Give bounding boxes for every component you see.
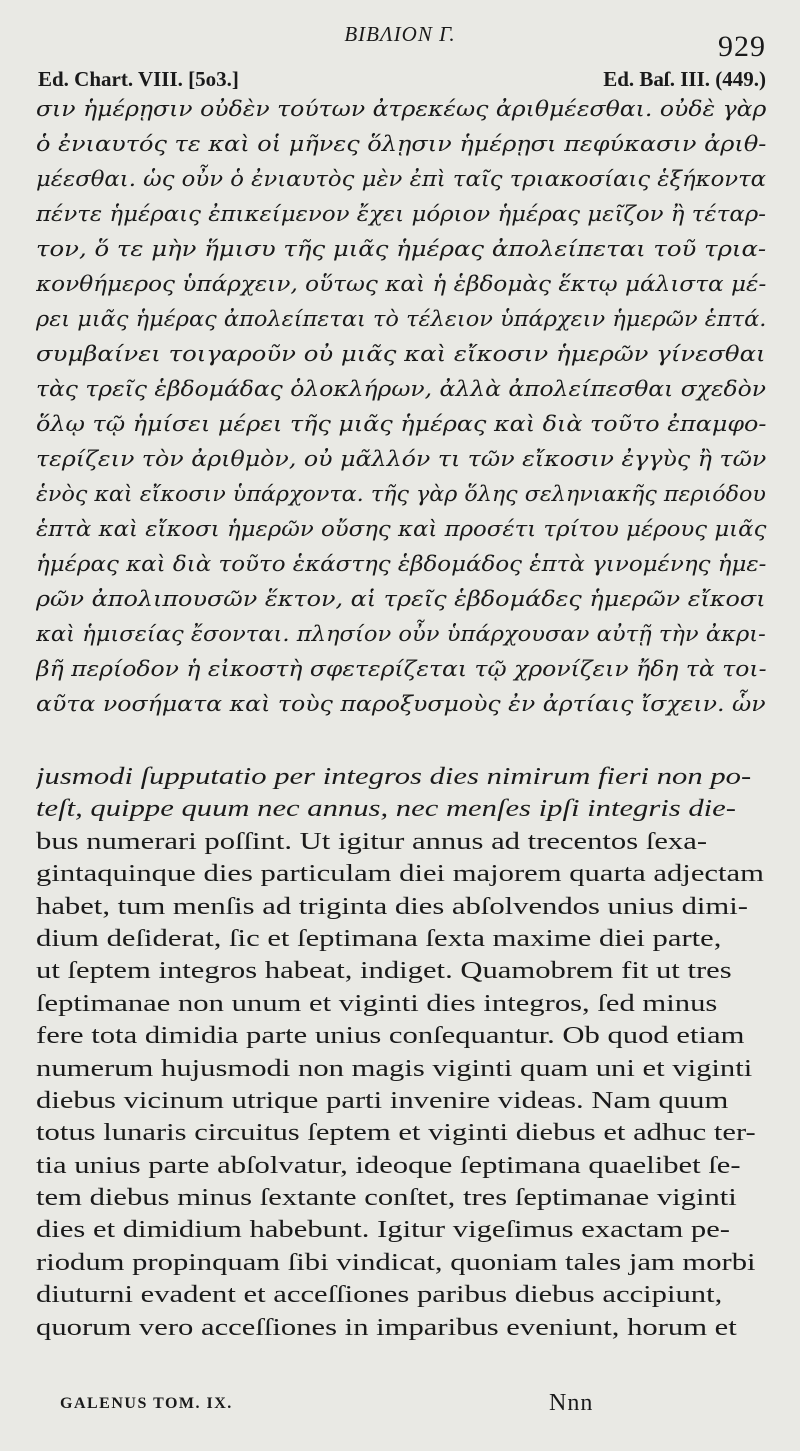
edition-reference-left: Ed. Chart. VIII. [5o3.] — [38, 67, 239, 91]
latin-line: bus numerari poſſint. Ut igitur annus ad trecentos ſexa- — [36, 827, 708, 855]
greek-line: αῦτα νοσήματα καὶ τοὺς παροξυσμοὺς ἐν ἀρτίαις ἴσχειν. ὧν — [36, 692, 766, 717]
greek-line: ἑνὸς καὶ εἴκοσιν ὑπάρχοντα. τῆς γὰρ ὅλης σεληνιακῆς περιόδου — [36, 482, 766, 507]
greek-line: ἡμέρας καὶ διὰ τοῦτο ἑκάστης ἑβδομάδος ἑπτὰ γινομένης ἡμε- — [36, 552, 767, 577]
greek-line: πέντε ἡμέραις ἐπικείμενον ἔχει μόριον ἡμέρας μεῖζον ἢ τέταρ- — [36, 202, 766, 227]
greek-line: τον, ὅ τε μὴν ἥμισυ τῆς μιᾶς ἡμέρας ἀπολείπεται τοῦ τρια- — [36, 237, 767, 262]
greek-text-block — [36, 92, 766, 722]
latin-line: diuturni evadent et acceſſiones paribus diebus accipiunt, — [36, 1281, 723, 1309]
latin-line: jusmodi ſupputatio per integros dies nimirum fieri non po- — [36, 763, 752, 790]
latin-line: teſt, quippe quum nec annus, nec menſes ipſi integris die- — [36, 795, 736, 823]
greek-line: ὁ ἐνιαυτός τε καὶ οἱ μῆνες ὅλῃσιν ἡμέρῃσι πεφύκασιν ἀριθ- — [36, 132, 767, 157]
greek-line: τὰς τρεῖς ἑβδομάδας ὁλοκλήρων, ἀλλὰ ἀπολείπεσθαι σχεδὸν — [36, 377, 766, 402]
latin-line: ſeptimanae non unum et viginti dies integros, ſed minus — [36, 989, 718, 1017]
greek-line: μέεσθαι. ὡς οὖν ὁ ἐνιαυτὸς μὲν ἐπὶ ταῖς τριακοσίαις ἑξήκοντα — [36, 167, 767, 192]
latin-line: tem diebus minus ſextante conſtet, tres ſeptimanae viginti — [36, 1184, 737, 1212]
greek-line: συμβαίνει τοιγαροῦν οὐ μιᾶς καὶ εἴκοσιν ἡμερῶν γίνεσθαι — [36, 342, 766, 367]
latin-line: quorum vero acceſſiones in imparibus eveniunt, horum et — [36, 1313, 737, 1341]
latin-line: dium deſiderat, ſic et ſeptimana ſexta maxime diei parte, — [36, 924, 722, 952]
page-number: 929 — [718, 30, 766, 63]
greek-line: κονθήμερος ὑπάρχειν, οὕτως καὶ ἡ ἑβδομὰς ἕκτῳ μάλιστα μέ- — [36, 272, 767, 297]
latin-line: tia unius parte abſolvatur, ideoque ſeptimana quaelibet ſe- — [36, 1151, 741, 1179]
greek-line: ρῶν ἀπολιπουσῶν ἕκτον, αἱ τρεῖς ἑβδομάδες ἡμερῶν εἴκοσι — [36, 587, 766, 612]
greek-line: καὶ ἡμισείας ἔσονται. πλησίον οὖν ὑπάρχουσαν αὐτῇ τὴν ἀκρι- — [36, 622, 766, 647]
signature-mark: Nnn — [549, 1390, 594, 1416]
latin-line: riodum propinquam ſibi vindicat, quoniam tales jam morbi — [36, 1248, 756, 1276]
greek-line: ἑπτὰ καὶ εἴκοσι ἡμερῶν οὔσης καὶ προσέτι τρίτου μέρους μιᾶς — [36, 517, 767, 542]
latin-line: dies et dimidium habebunt. Igitur vigeſimus exactam pe- — [36, 1216, 731, 1244]
running-head: BIBΛΙΟΝ Γ. — [344, 22, 456, 46]
latin-line: diebus vicinum utrique parti invenire videas. Nam quum — [36, 1086, 729, 1114]
latin-line: numerum hujusmodi non magis viginti quam uni et viginti — [36, 1054, 753, 1082]
greek-line: ὅλῳ τῷ ἡμίσει μέρει τῆς μιᾶς ἡμέρας καὶ διὰ τοῦτο ἐπαμφο- — [36, 412, 767, 437]
latin-line: habet, tum menſis ad triginta dies abſolvendos unius dimi- — [36, 892, 748, 920]
greek-line: βῆ περίοδον ἡ εἰκοστὴ σφετερίζεται τῷ χρονίζειν ἤδη τὰ τοι- — [36, 657, 767, 682]
greek-line: ρει μιᾶς ἡμέρας ἀπολείπεται τὸ τέλειον ὑπάρχειν ἡμερῶν ἑπτά. — [36, 307, 767, 332]
signature-line: GALENUS TOM. IX. — [60, 1395, 233, 1412]
latin-text-block — [36, 761, 766, 1344]
latin-line: totus lunaris circuitus ſeptem et viginti diebus et adhuc ter- — [36, 1119, 756, 1147]
greek-line: τερίζειν τὸν ἀριθμὸν, οὐ μᾶλλόν τι τῶν εἴκοσιν ἐγγὺς ἢ τῶν — [36, 447, 767, 472]
edition-reference-right: Ed. Baſ. III. (449.) — [603, 67, 766, 91]
greek-line: σιν ἡμέρῃσιν οὐδὲν τούτων ἀτρεκέως ἀριθμέεσθαι. οὐδὲ γὰρ — [36, 97, 767, 122]
latin-line: fere tota dimidia parte unius conſequantur. Ob quod etiam — [36, 1022, 745, 1050]
latin-line: ut ſeptem integros habeat, indiget. Quamobrem fit ut tres — [36, 957, 732, 985]
latin-line: gintaquinque dies particulam diei majorem quarta adjectam — [36, 860, 764, 888]
